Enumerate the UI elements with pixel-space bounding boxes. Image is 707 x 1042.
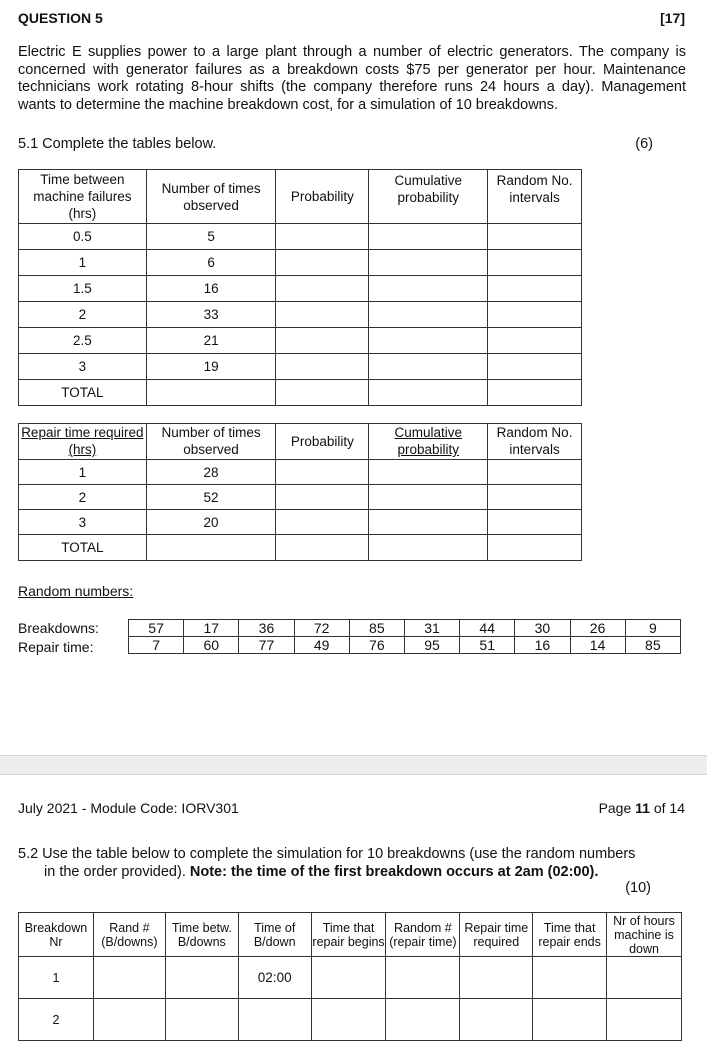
blank-cell xyxy=(369,328,488,354)
blank-cell xyxy=(533,957,607,999)
blank-cell xyxy=(460,957,533,999)
rand-repair: 51 xyxy=(460,637,515,654)
blank-cell xyxy=(165,957,238,999)
footer-module: July 2021 - Module Code: IORV301 xyxy=(18,800,239,816)
blank-cell xyxy=(276,535,369,561)
table-row xyxy=(19,510,582,535)
count-cell: 33 xyxy=(146,302,276,328)
time-cell: 2.5 xyxy=(19,328,147,354)
header-probability: Probability xyxy=(276,424,369,460)
random-numbers-heading: Random numbers: xyxy=(18,583,134,599)
blank-cell xyxy=(311,999,386,1041)
question-marks: [17] xyxy=(660,10,685,26)
blank-cell xyxy=(369,276,488,302)
blank-cell xyxy=(488,380,582,406)
rand-breakdown: 26 xyxy=(570,620,625,637)
count-cell: 6 xyxy=(146,250,276,276)
q51-text: 5.1 Complete the tables below. xyxy=(18,136,217,152)
intro-paragraph: Electric E supplies power to a large plant through a number of electric generators. The company is concerned with generator failures as a breakdown costs $75 per generator per hour. Maintenance technicians work rotating 8-hour shifts (the company therefore runs 24 hours a day). Management wants to determine the machine breakdown cost, for a simulation of 10 breakdowns. xyxy=(18,44,686,113)
blank-cell xyxy=(488,250,582,276)
footer-page xyxy=(599,800,685,816)
count-cell: 21 xyxy=(146,328,276,354)
rand-breakdown: 36 xyxy=(239,620,294,637)
rand-breakdown: 57 xyxy=(129,620,184,637)
q52-text xyxy=(18,846,686,881)
blank-cell xyxy=(276,354,369,380)
blank-cell xyxy=(369,485,488,510)
header-cumulative xyxy=(369,424,488,460)
rand-repair: 14 xyxy=(570,637,625,654)
blank-cell xyxy=(369,460,488,485)
header-cumulative: Cumulative probability xyxy=(369,170,488,224)
blank-cell xyxy=(276,224,369,250)
q52-marks: (10) xyxy=(625,880,651,896)
rand-breakdown: 72 xyxy=(294,620,349,637)
sim-header-hours-down: Nr of hours machine is down xyxy=(607,913,682,957)
blank-cell xyxy=(533,999,607,1041)
count-cell: 19 xyxy=(146,354,276,380)
repair-row xyxy=(129,637,681,654)
time-of-bdown-cell: 02:00 xyxy=(238,957,311,999)
time-cell: 3 xyxy=(19,354,147,380)
blank-cell xyxy=(369,380,488,406)
total-label: TOTAL xyxy=(19,535,147,561)
table-row xyxy=(19,250,582,276)
header-cumulative-text: Cumulative probability xyxy=(394,425,462,457)
blank-cell xyxy=(386,957,460,999)
page-suffix: of 14 xyxy=(649,800,685,816)
header-probability: Probability xyxy=(276,170,369,224)
blank-cell xyxy=(276,302,369,328)
blank-cell xyxy=(488,485,582,510)
blank-cell xyxy=(488,460,582,485)
blank-cell xyxy=(488,328,582,354)
table-row xyxy=(19,302,582,328)
breakdown-nr-cell: 2 xyxy=(19,999,94,1041)
blank-cell xyxy=(276,510,369,535)
sim-header-repair-begins: Time that repair begins xyxy=(311,913,386,957)
blank-cell xyxy=(369,354,488,380)
rand-repair: 85 xyxy=(625,637,680,654)
breakdowns-label: Breakdowns: xyxy=(18,620,99,636)
blank-cell xyxy=(165,999,238,1041)
blank-cell xyxy=(369,250,488,276)
rand-breakdown: 9 xyxy=(625,620,680,637)
sim-header-rand-repair: Random # (repair time) xyxy=(386,913,460,957)
count-cell: 5 xyxy=(146,224,276,250)
time-cell: 2 xyxy=(19,302,147,328)
blank-cell xyxy=(488,302,582,328)
blank-cell xyxy=(369,535,488,561)
header-random-intervals: Random No. intervals xyxy=(488,170,582,224)
blank-cell xyxy=(488,276,582,302)
blank-cell xyxy=(386,999,460,1041)
page-break xyxy=(0,755,707,775)
rand-breakdown: 85 xyxy=(349,620,404,637)
blank-cell xyxy=(488,510,582,535)
rand-breakdown: 31 xyxy=(404,620,459,637)
header-time-between: Time between machine failures (hrs) xyxy=(19,170,147,224)
page-prefix: Page xyxy=(598,800,636,816)
header-repair-time xyxy=(19,424,147,460)
rand-repair: 77 xyxy=(239,637,294,654)
blank-cell xyxy=(369,510,488,535)
table-row xyxy=(19,485,582,510)
blank-cell xyxy=(607,999,682,1041)
blank-cell xyxy=(276,485,369,510)
failure-time-table xyxy=(18,169,582,406)
total-label: TOTAL xyxy=(19,380,147,406)
count-cell: 52 xyxy=(146,485,276,510)
breakdown-nr-cell: 1 xyxy=(19,957,94,999)
rand-breakdown: 30 xyxy=(515,620,570,637)
blank-cell xyxy=(276,328,369,354)
blank-cell xyxy=(276,276,369,302)
table-row xyxy=(19,224,582,250)
rand-repair: 60 xyxy=(184,637,239,654)
time-cell: 1 xyxy=(19,250,147,276)
blank-cell xyxy=(488,224,582,250)
question-title: QUESTION 5 xyxy=(18,10,103,26)
blank-cell xyxy=(488,535,582,561)
breakdowns-row xyxy=(129,620,681,637)
total-row xyxy=(19,535,582,561)
blank-cell xyxy=(276,250,369,276)
repair-time-cell: 2 xyxy=(19,485,147,510)
rand-repair: 7 xyxy=(129,637,184,654)
header-count: Number of times observed xyxy=(146,424,276,460)
repair-time-label: Repair time: xyxy=(18,639,94,655)
sim-header-repair-required: Repair time required xyxy=(460,913,533,957)
random-numbers-table xyxy=(128,619,681,654)
table-row xyxy=(19,957,682,999)
blank-cell xyxy=(93,957,165,999)
rand-breakdown: 17 xyxy=(184,620,239,637)
q52-line1: 5.2 Use the table below to complete the simulation for 10 breakdowns (use the random numbers xyxy=(18,846,636,862)
time-cell: 1.5 xyxy=(19,276,147,302)
blank-cell xyxy=(276,380,369,406)
count-cell: 20 xyxy=(146,510,276,535)
sim-header-rand-bdowns: Rand # (B/downs) xyxy=(93,913,165,957)
repair-time-cell: 1 xyxy=(19,460,147,485)
blank-cell xyxy=(607,957,682,999)
count-cell: 16 xyxy=(146,276,276,302)
blank-cell xyxy=(369,224,488,250)
header-random-intervals: Random No. intervals xyxy=(488,424,582,460)
table-row xyxy=(19,460,582,485)
repair-time-cell: 3 xyxy=(19,510,147,535)
repair-time-table xyxy=(18,423,582,561)
q52-line2 xyxy=(18,864,686,882)
rand-repair: 49 xyxy=(294,637,349,654)
sim-header-time-betw: Time betw. B/downs xyxy=(165,913,238,957)
blank-cell xyxy=(311,957,386,999)
table-row xyxy=(19,328,582,354)
q52-note: Note: the time of the first breakdown occurs at 2am (02:00). xyxy=(189,863,599,880)
rand-breakdown: 44 xyxy=(460,620,515,637)
header-count: Number of times observed xyxy=(146,170,276,224)
blank-cell xyxy=(146,535,276,561)
blank-cell xyxy=(369,302,488,328)
blank-cell xyxy=(488,354,582,380)
table-row xyxy=(19,276,582,302)
rand-repair: 16 xyxy=(515,637,570,654)
sim-header-repair-ends: Time that repair ends xyxy=(533,913,607,957)
blank-cell xyxy=(276,460,369,485)
blank-cell xyxy=(146,380,276,406)
q51-marks: (6) xyxy=(635,136,653,152)
rand-repair: 95 xyxy=(404,637,459,654)
header-repair-time-text: Repair time required (hrs) xyxy=(21,425,144,457)
blank-cell xyxy=(460,999,533,1041)
blank-cell xyxy=(93,999,165,1041)
count-cell: 28 xyxy=(146,460,276,485)
total-row xyxy=(19,380,582,406)
sim-header-breakdown-nr: Breakdown Nr xyxy=(19,913,94,957)
table-row xyxy=(19,999,682,1041)
simulation-table xyxy=(18,912,682,1041)
table-row xyxy=(19,354,582,380)
time-of-bdown-cell xyxy=(238,999,311,1041)
time-cell: 0.5 xyxy=(19,224,147,250)
page-number: 11 xyxy=(635,800,650,816)
sim-header-time-of-bdown: Time of B/down xyxy=(238,913,311,957)
q52-line2-a: in the order provided). xyxy=(44,863,190,880)
rand-repair: 76 xyxy=(349,637,404,654)
